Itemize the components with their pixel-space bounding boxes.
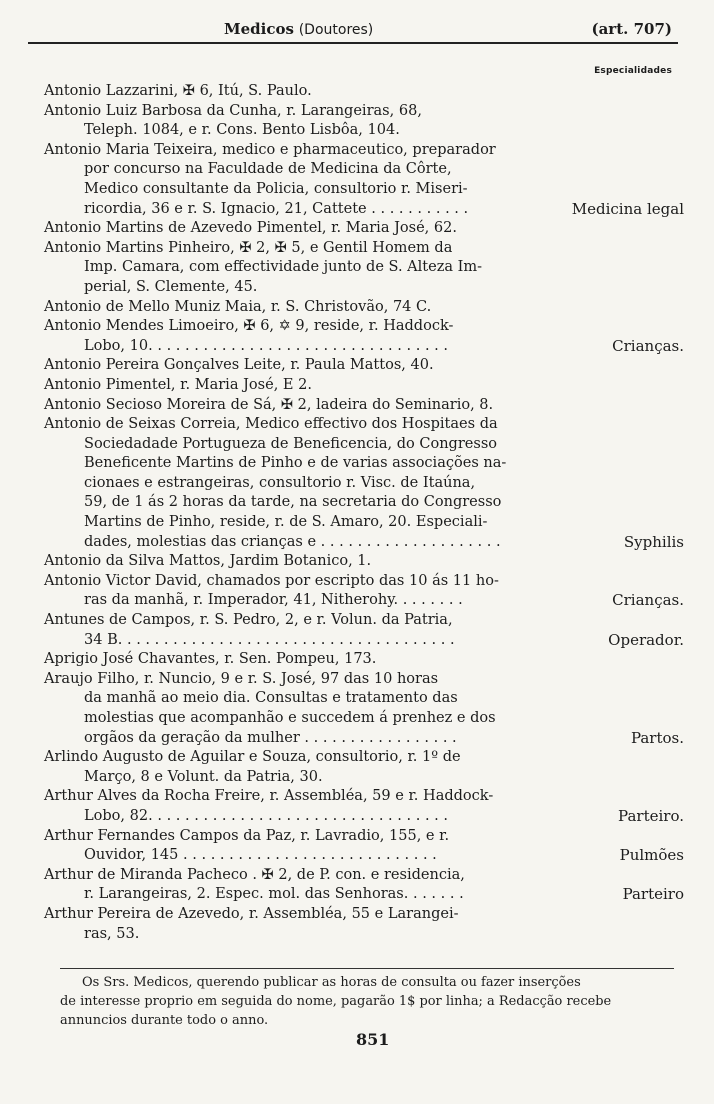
entry-line: ras, 53.	[84, 925, 140, 942]
directory-entry	[44, 905, 684, 944]
entry-line: Arthur Pereira de Azevedo, r. Assembléa, 55 e Larangei-	[44, 905, 459, 922]
entry-line: 34 B. . . . . . . . . . . . . . . . . . . . . . . . . . . . . . . . . . . . .	[84, 631, 455, 648]
directory-entry	[44, 298, 684, 318]
page-number: 851	[356, 1030, 390, 1049]
entry-line: Beneficente Martins de Pinho e de varias associações na-	[84, 455, 507, 472]
directory-entry	[44, 102, 684, 141]
directory-entry	[44, 572, 684, 611]
entry-line: Medico consultante da Policia, consultorio r. Miseri-	[84, 180, 468, 197]
entry-line: Aprigio José Chavantes, r. Sen. Pompeu, 173.	[44, 651, 377, 668]
entry-line: Sociedadade Portugueza de Beneficencia, do Congresso	[84, 435, 498, 452]
directory-entry	[44, 219, 684, 239]
entry-line: Lobo, 82. . . . . . . . . . . . . . . . . . . . . . . . . . . . . . . . .	[84, 807, 449, 824]
entry-line: Antonio Martins Pinheiro, ✠ 2, ✠ 5, e Gentil Homem da	[44, 239, 453, 256]
directory-entry	[44, 748, 684, 787]
entry-line: Antonio Pereira Gonçalves Leite, r. Paula Mattos, 40.	[44, 357, 434, 374]
entry-line: cionaes e estrangeiras, consultorio r. Visc. de Itaúna,	[84, 474, 476, 491]
entry-specialty: Medicina legal	[571, 199, 684, 218]
entry-line: Antonio Lazzarini, ✠ 6, Itú, S. Paulo.	[44, 83, 312, 99]
entry-specialty: Parteiro	[622, 885, 684, 904]
entry-line: molestias que acompanhão e succedem á prenhez e dos	[84, 710, 496, 726]
entry-line: Antonio da Silva Mattos, Jardim Botanico, 1.	[44, 553, 372, 570]
entry-specialty: Partos.	[630, 728, 684, 747]
entry-line: Arthur de Miranda Pacheco . ✠ 2, de P. con. e residencia,	[44, 866, 465, 883]
entry-line: Antonio Pimentel, r. Maria José, E 2.	[44, 376, 312, 393]
entry-line: Antonio Luiz Barbosa da Cunha, r. Larangeiras, 68,	[44, 102, 422, 119]
header-article: (art. 707)	[591, 20, 672, 38]
directory-entry	[44, 650, 684, 670]
column-heading: Especialidades	[594, 66, 672, 76]
footnote-line: Os Srs. Medicos, querendo publicar as horas de consulta ou fazer inserções	[82, 975, 581, 990]
entry-line: Antunes de Campos, r. S. Pedro, 2, e r. Volun. da Patria,	[44, 612, 453, 629]
entry-line: Antonio de Mello Muniz Maia, r. S. Christovão, 74 C.	[44, 298, 432, 315]
directory-entry	[44, 317, 684, 356]
directory-entry	[44, 82, 684, 102]
entry-line: da manhã ao meio dia. Consultas e tratamento das	[84, 690, 458, 707]
directory-entry	[44, 239, 684, 298]
entry-specialty: Parteiro.	[618, 806, 684, 825]
entry-line: Março, 8 e Volunt. da Patria, 30.	[84, 768, 323, 785]
directory-entry	[44, 866, 684, 905]
entry-line: Antonio Mendes Limoeiro, ✠ 6, ✡ 9, reside, r. Haddock-	[44, 318, 454, 335]
entry-line: Antonio Secioso Moreira de Sá, ✠ 2, ladeira do Seminario, 8.	[44, 396, 494, 413]
entry-line: orgãos da geração da mulher . . . . . . . . . . . . . . . . .	[84, 729, 457, 746]
entry-line: Antonio Victor David, chamados por escripto das 10 ás 11 ho-	[44, 572, 499, 589]
header-title-main: Medicos	[224, 20, 294, 38]
directory-entry	[44, 827, 684, 866]
directory-entry	[44, 356, 684, 376]
directory-entry	[44, 552, 684, 572]
page-header	[28, 16, 678, 44]
entry-line: Imp. Camara, com effectividade junto de S. Alteza Im-	[84, 259, 483, 276]
entry-line: Antonio de Seixas Correia, Medico effectivo dos Hospitaes da	[44, 416, 498, 433]
entry-line: Ouvidor, 145 . . . . . . . . . . . . . . . . . . . . . . . . . . . .	[84, 847, 437, 864]
entry-line: Araujo Filho, r. Nuncio, 9 e r. S. José, 97 das 10 horas	[44, 670, 439, 687]
entry-line: perial, S. Clemente, 45.	[84, 278, 258, 295]
directory-entry	[44, 415, 684, 552]
directory-entry	[44, 141, 684, 219]
entry-line: r. Larangeiras, 2. Espec. mol. das Senhoras. . . . . . .	[84, 886, 464, 903]
directory-entry	[44, 396, 684, 416]
entry-specialty: Operador.	[608, 630, 684, 649]
entry-specialty: Pulmões	[619, 846, 684, 865]
entry-line: ras da manhã, r. Imperador, 41, Nitherohy. . . . . . . .	[84, 592, 463, 609]
header-title-sub: (Doutores)	[298, 22, 374, 38]
footnote	[60, 973, 682, 1030]
entry-line: Lobo, 10. . . . . . . . . . . . . . . . . . . . . . . . . . . . . . . . .	[84, 337, 449, 354]
entry-line: Martins de Pinho, reside, r. de S. Amaro, 20. Especiali-	[84, 514, 488, 531]
entry-line: Arthur Alves da Rocha Freire, r. Assembléa, 59 e r. Haddock-	[44, 788, 494, 805]
footnote-line: annuncios durante todo o anno.	[60, 1013, 269, 1028]
header-title	[224, 20, 373, 38]
entry-specialty: Crianças.	[612, 591, 684, 610]
directory-entry	[44, 376, 684, 396]
entry-line: Antonio Martins de Azevedo Pimentel, r. Maria José, 62.	[44, 220, 457, 237]
entry-line: Arlindo Augusto de Aguilar e Souza, consultorio, r. 1º de	[44, 749, 461, 766]
entry-line: Arthur Fernandes Campos da Paz, r. Lavradio, 155, e r.	[44, 827, 450, 844]
directory-entry	[44, 611, 684, 650]
entry-line: 59, de 1 ás 2 horas da tarde, na secretaria do Congresso	[84, 494, 502, 511]
footer-divider	[60, 968, 674, 969]
entry-line: Antonio Maria Teixeira, medico e pharmaceutico, preparador	[44, 141, 496, 158]
entry-specialty: Syphilis	[623, 532, 684, 551]
entry-line: Teleph. 1084, e r. Cons. Bento Lisbôa, 104.	[84, 122, 400, 139]
footnote-line: de interesse proprio em seguida do nome, pagarão 1$ por linha; a Redacção recebe	[60, 994, 612, 1009]
entry-specialty: Crianças.	[612, 336, 684, 355]
directory-entries	[44, 82, 684, 944]
entry-line: ricordia, 36 e r. S. Ignacio, 21, Cattete . . . . . . . . . . .	[84, 200, 469, 217]
directory-entry	[44, 670, 684, 748]
entry-line: dades, molestias das crianças e . . . . . . . . . . . . . . . . . . . .	[84, 533, 501, 550]
entry-line: por concurso na Faculdade de Medicina da Côrte,	[84, 161, 452, 178]
directory-entry	[44, 787, 684, 826]
